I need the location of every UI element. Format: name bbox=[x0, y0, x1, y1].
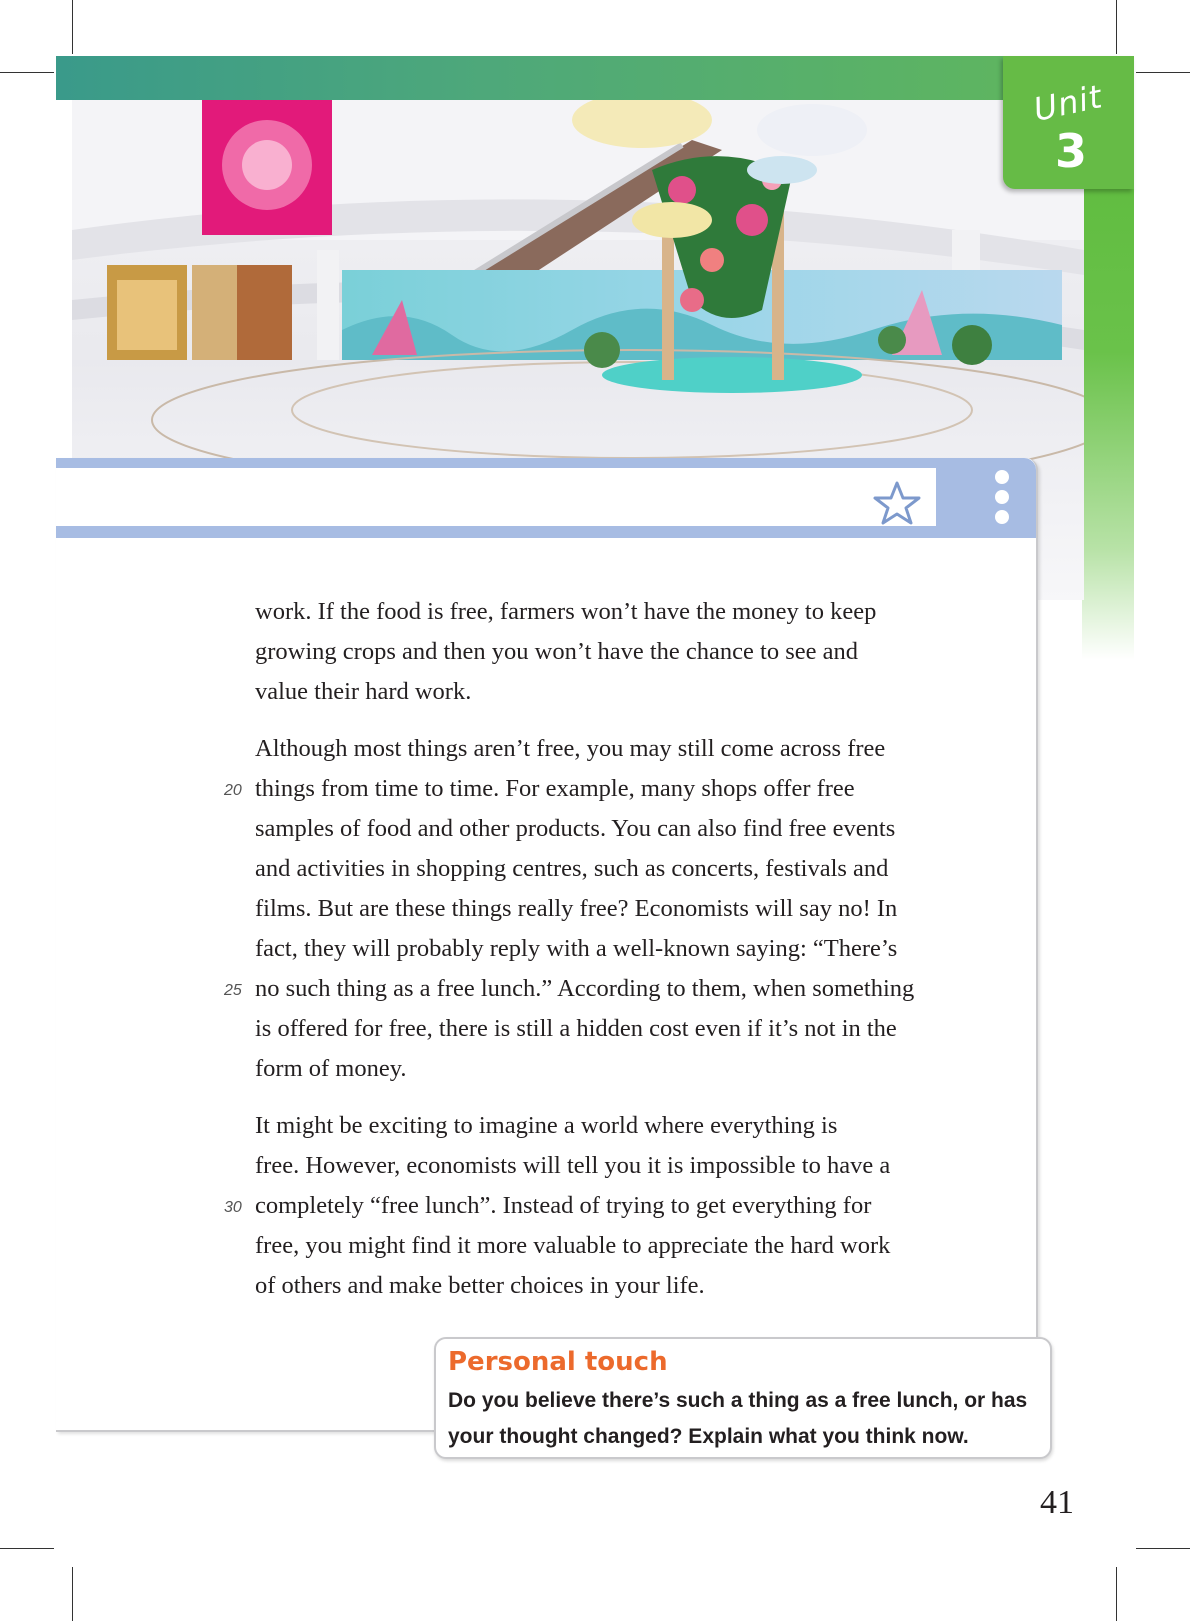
text-line: 20 things from time to time. For example, many shops offer free bbox=[255, 769, 1025, 809]
address-bar[interactable] bbox=[56, 468, 936, 526]
article-body bbox=[224, 592, 1025, 1323]
text-line: is offered for free, there is still a hidden cost even if it’s not in the bbox=[255, 1015, 897, 1042]
text-line: work. If the food is free, farmers won’t have the money to keep bbox=[255, 598, 877, 625]
crop-mark bbox=[1116, 0, 1117, 54]
crop-mark bbox=[0, 1548, 54, 1549]
unit-label: Unit bbox=[1030, 77, 1106, 129]
paragraph bbox=[224, 1106, 1025, 1306]
crop-mark bbox=[0, 72, 54, 73]
window-toolbar bbox=[56, 458, 1036, 538]
personal-touch-box bbox=[434, 1337, 1052, 1459]
crop-mark bbox=[72, 1567, 73, 1621]
unit-number: 3 bbox=[1054, 124, 1087, 178]
text-line: growing crops and then you won’t have the chance to see and bbox=[255, 638, 859, 665]
text-line: fact, they will probably reply with a well-known saying: “There’s bbox=[255, 935, 898, 962]
crop-mark bbox=[1116, 1567, 1117, 1621]
page-number: 41 bbox=[1040, 1484, 1074, 1521]
crop-mark bbox=[1136, 1548, 1190, 1549]
text-line: form of money. bbox=[255, 1055, 407, 1082]
star-icon[interactable] bbox=[872, 480, 922, 526]
paragraph bbox=[255, 592, 1025, 712]
text-line: 30 completely “free lunch”. Instead of trying to get everything for bbox=[255, 1186, 1025, 1226]
text-line: free. However, economists will tell you it is impossible to have a bbox=[255, 1152, 891, 1179]
crop-mark bbox=[1136, 72, 1190, 73]
text-line: of others and make better choices in your life. bbox=[255, 1272, 705, 1299]
text-line: Although most things aren’t free, you may still come across free bbox=[255, 735, 886, 762]
text-line: and activities in shopping centres, such as concerts, festivals and bbox=[255, 855, 889, 882]
text-line: value their hard work. bbox=[255, 678, 472, 705]
text-line: It might be exciting to imagine a world where everything is bbox=[255, 1112, 838, 1139]
top-band bbox=[56, 56, 1134, 100]
line-number: 25 bbox=[224, 982, 242, 999]
personal-touch-title: Personal touch bbox=[448, 1347, 668, 1377]
crop-mark bbox=[72, 0, 73, 54]
paragraph bbox=[224, 729, 1025, 1089]
text-line: free, you might find it more valuable to appreciate the hard work bbox=[255, 1232, 891, 1259]
text-line: films. But are these things really free? Economists will say no! In bbox=[255, 895, 898, 922]
personal-touch-question: Do you believe there’s such a thing as a free lunch, or has your thought changed? Explain what you think now. bbox=[448, 1389, 1028, 1448]
text-line: 25 no such thing as a free lunch.” According to them, when something bbox=[255, 969, 1025, 1009]
line-number: 30 bbox=[224, 1199, 242, 1216]
text-line: samples of food and other products. You can also find free events bbox=[255, 815, 896, 842]
more-vertical-icon[interactable] bbox=[988, 464, 1016, 530]
line-number: 20 bbox=[224, 782, 242, 799]
unit-tab bbox=[1003, 56, 1134, 189]
